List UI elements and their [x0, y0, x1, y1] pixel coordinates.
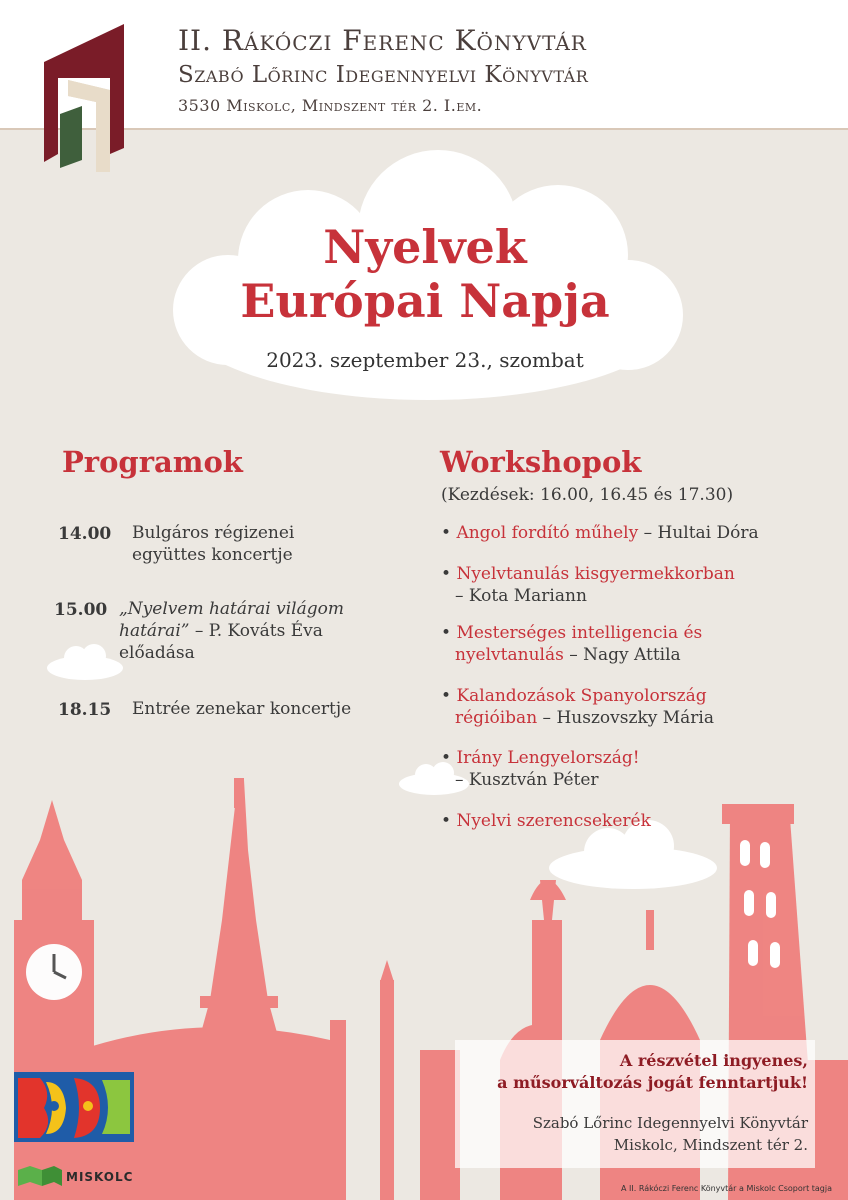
- program-time: 15.00: [54, 600, 108, 620]
- workshop-presenter: – Hultai Dóra: [638, 523, 759, 543]
- event-title-line1: Nyelvek: [323, 220, 527, 274]
- european-day-of-languages-logo: [14, 1072, 134, 1142]
- program-desc-line: együttes koncertje: [132, 545, 293, 565]
- workshop-title: Angol fordító műhely: [456, 523, 639, 543]
- workshop-item: [441, 622, 702, 666]
- programs-heading: Programok: [62, 445, 243, 479]
- program-presenter: – P. Kováts Éva: [189, 621, 323, 641]
- footer-note: A II. Rákóczi Ferenc Könyvtár a Miskolc Csoport tagja: [621, 1184, 832, 1193]
- program-desc-line: Bulgáros régizenei: [132, 523, 295, 543]
- workshop-title-cont: nyelvtanulás: [455, 645, 564, 665]
- workshop-title: Kalandozások Spanyolország: [456, 686, 707, 706]
- workshop-presenter: – Kota Mariann: [455, 586, 587, 606]
- workshop-presenter: – Nagy Attila: [563, 645, 681, 665]
- library-subtitle: Szabó Lőrinc Idegennyelvi Könyvtár: [178, 62, 589, 88]
- workshop-title: Irány Lengyelország!: [456, 748, 640, 768]
- event-date: 2023. szeptember 23., szombat: [266, 348, 584, 372]
- miskolc-logo-text: MISKOLC: [66, 1170, 134, 1184]
- library-logo: [40, 22, 136, 172]
- program-desc-line: előadása: [119, 643, 195, 663]
- workshop-title: Mesterséges intelligencia és: [456, 623, 703, 643]
- bullet: •: [441, 686, 452, 706]
- library-info: [533, 1112, 808, 1156]
- workshops-intro: (Kezdések: 16.00, 16.45 és 17.30): [441, 485, 734, 505]
- free-entry-line: a műsorváltozás jogát fenntartjuk!: [497, 1073, 808, 1092]
- program-description: [132, 522, 294, 566]
- program-time: 14.00: [58, 524, 112, 544]
- workshop-item: [441, 522, 759, 544]
- bullet: •: [441, 523, 452, 543]
- small-cloud: [46, 642, 124, 680]
- library-info-name: Szabó Lőrinc Idegennyelvi Könyvtár: [532, 1114, 808, 1132]
- workshop-item: [441, 685, 714, 729]
- library-title: II. Rákóczi Ferenc Könyvtár: [178, 24, 587, 57]
- workshop-title: Nyelvi szerencsekerék: [456, 811, 651, 831]
- event-title: [160, 220, 690, 328]
- bullet: •: [441, 564, 452, 584]
- bullet: •: [441, 623, 452, 643]
- event-title-line2: Európai Napja: [240, 274, 610, 328]
- program-description: Entrée zenekar koncertje: [132, 699, 352, 719]
- library-info-address: Miskolc, Mindszent tér 2.: [613, 1136, 808, 1154]
- workshop-title-cont: régióiban: [455, 708, 538, 728]
- bullet: •: [441, 748, 452, 768]
- free-entry-line: A részvétel ingyenes,: [619, 1051, 808, 1070]
- library-address: 3530 Miskolc, Mindszent tér 2. I.em.: [178, 96, 483, 115]
- workshops-heading: Workshopok: [440, 445, 642, 479]
- workshop-title: Nyelvtanulás kisgyermekkorban: [456, 564, 735, 584]
- program-description: [119, 598, 344, 664]
- program-time: 18.15: [58, 700, 112, 720]
- bullet: •: [441, 811, 452, 831]
- workshop-presenter: – Huszovszky Mária: [537, 708, 714, 728]
- program-desc-italic: „Nyelvem határai világom: [119, 599, 344, 619]
- workshop-item: [441, 563, 735, 607]
- program-desc-italic: határai”: [119, 621, 190, 641]
- free-entry-notice: [497, 1050, 808, 1094]
- workshop-presenter: – Kusztván Péter: [455, 770, 599, 790]
